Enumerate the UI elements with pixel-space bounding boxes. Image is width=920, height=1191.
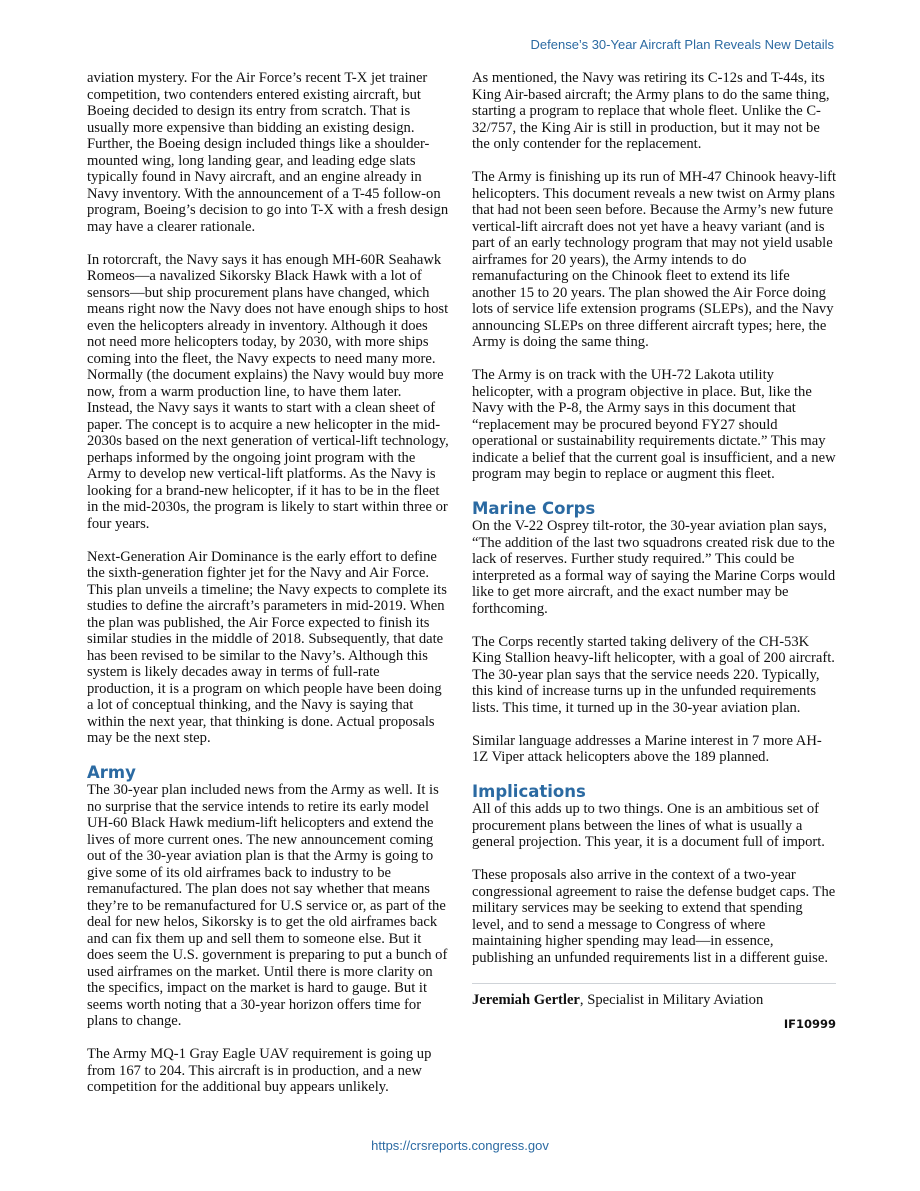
report-id: IF10999 — [783, 1017, 836, 1031]
right-column — [472, 70, 836, 1033]
author-name: Jeremiah Gertler — [472, 991, 580, 1008]
paragraph: On the V-22 Osprey tilt-rotor, the 30-year aviation plan says, “The addition of the last two squadrons created risk due to the lack of reserves. Further study required.” This could be interpreted as a formal way of saying the Marine Corps would like to get more aircraft, and the exact number may be forthcoming. — [472, 518, 836, 617]
paragraph: aviation mystery. For the Air Force’s recent T-X jet trainer competition, two contenders entered existing aircraft, but Boeing decided to design its entry from scratch. That is usually more expensive than bidding an existing design. Further, the Boeing design included things like a shoulder-mounted wing, long landing gear, and leading edge slats typically found in Navy aircraft, and an engine already in Navy inventory. With the announcement of a T-45 follow-on program, Boeing’s decision to go into T-X with a fresh design may have a clearer rationale. — [87, 70, 449, 235]
running-header: Defense’s 30-Year Aircraft Plan Reveals New Details — [530, 37, 834, 52]
section-heading-marine-corps: Marine Corps — [472, 499, 596, 518]
paragraph: The Army is finishing up its run of MH-47 Chinook heavy-lift helicopters. This document reveals a new twist on Army plans that had not been seen before. Because the Army’s new future vertical-lift aircraft does not yet have a heavy variant (and is part of an early technology program that may not yield usable airframes for 20 years), the Army intends to do remanufacturing on the Chinook fleet to extend its life another 15 to 20 years. The plan showed the Air Force doing lots of service life extension programs (SLEPs), and the Navy announcing SLEPs on three different aircraft types; here, the Army is doing the same thing. — [472, 169, 837, 350]
paragraph: In rotorcraft, the Navy says it has enough MH-60R Seahawk Romeos—a navalized Sikorsky Black Hawk with a lot of sensors—but ship procurement plans have changed, which means right now the Navy does not have enough ships to host even the helicopters already in inventory. Although it does not need more helicopters today, by 2030, with more ships coming into the fleet, the Navy expects to need many more. Normally (the document explains) the Navy would buy more now, from a warm production line, to have them later. Instead, the Navy says it wants to start with a clean sheet of paper. The concept is to acquire a new helicopter in the mid-2030s based on the next generation of vertical-lift technology, perhaps informed by the ongoing joint program with the Army to develop new vertical-lift platforms. As the Navy is looking for a brand-new helicopter, if it has to be in the fleet in the mid-2030s, the program is likely to start within three or four years. — [87, 251, 449, 532]
paragraph: These proposals also arrive in the context of a two-year congressional agreement to raise the defense budget caps. The military services may be seeking to extend that spending level, and to send a message to Congress of where maintaining higher spending may lead—in essence, publishing an unfunded requirements list in a different guise. — [472, 867, 836, 966]
paragraph: The Army is on track with the UH-72 Lakota utility helicopter, with a program objective in place. But, like the Navy with the P-8, the Army says in this document that “replacement may be procured beyond FY27 should operational or sustainability requirements dictate.” This may indicate a belief that the current goal is insufficient, and a new program may begin to replace or augment this fleet. — [472, 367, 836, 482]
paragraph: The Army MQ-1 Gray Eagle UAV requirement is going up from 167 to 204. This aircraft is in production, and a new competition for the additional buy appears unlikely. — [87, 1046, 432, 1095]
author-title: , Specialist in Military Aviation — [579, 991, 764, 1008]
section-heading-army: Army — [87, 763, 136, 782]
paragraph: The 30-year plan included news from the Army as well. It is no surprise that the service intends to retire its early model UH-60 Black Hawk medium-lift helicopters and extend the lives of more current ones. The new announcement coming out of the 30-year aviation plan is that the Army is going to give some of its old airframes back to industry to be remanufactured. The plan does not say whether that means they’re to be remanufactured for U.S service or, as part of the deal for new helos, Sikorsky is to get the old airframes back and can fix them up and sell them to someone else. But it does seem the U.S. government is preparing to put a bunch of used airframes on the market. Until there is more clarity on the specifics, impact on the market is hard to gauge. But it seems worth noting that a 30-year horizon offers time for plans to change. — [87, 782, 448, 1029]
paragraph: As mentioned, the Navy was retiring its C-12s and T-44s, its King Air-based aircraft; the Army plans to do the same thing, starting a program to replace that whole fleet. Unlike the C-32/757, the King Air is still in production, but it may not be the only contender for the replacement. — [472, 70, 830, 152]
paragraph: Similar language addresses a Marine interest in 7 more AH-1Z Viper attack helicopters above the 189 planned. — [472, 732, 822, 765]
left-column — [87, 70, 449, 1096]
footer-url[interactable]: https://crsreports.congress.gov — [371, 1138, 549, 1153]
author-line — [472, 983, 836, 1009]
paragraph: All of this adds up to two things. One is an ambitious set of procurement plans between the lines of what is usually a general projection. This year, it is a document full of import. — [472, 801, 825, 850]
section-heading-implications: Implications — [472, 782, 586, 801]
paragraph: The Corps recently started taking delivery of the CH-53K King Stallion heavy-lift helicopter, with a goal of 200 aircraft. The 30-year plan says that the service needs 220. Typically, this kind of increase turns up in the unfunded requirements lists. This time, it turned up in the 30-year aviation plan. — [472, 633, 835, 716]
paragraph: Next-Generation Air Dominance is the early effort to define the sixth-generation fighter jet for the Navy and Air Force. This plan unveils a timeline; the Navy expects to complete its studies to define the aircraft’s parameters in mid-2019. When the plan was published, the Air Force expected to finish its similar studies in the middle of 2018. Subsequently, that date has been revised to be similar to the Navy’s. Although this system is likely decades away in terms of full-rate production, it is a program on which people have been doing a lot of conceptual thinking, and the Navy is saying that within the next year, that thinking is done. Actual proposals may be the next step. — [87, 548, 447, 746]
